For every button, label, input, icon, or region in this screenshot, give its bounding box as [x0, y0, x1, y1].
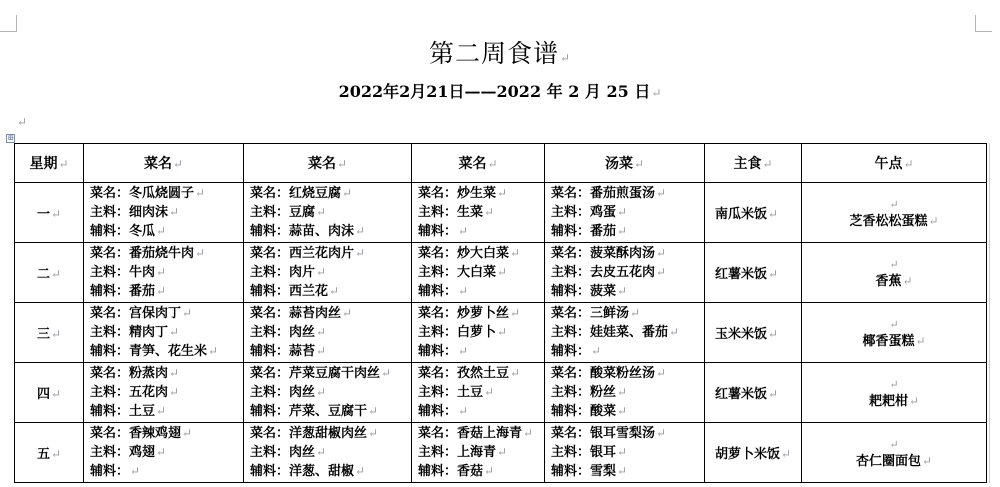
dish-name-line: 菜名：炒大白菜↵ [418, 246, 521, 261]
main-ingredient-line: 主料：土豆↵ [418, 385, 495, 400]
main-ingredient-line: 主料：银耳↵ [551, 445, 628, 460]
table-move-handle-icon[interactable]: ⊞ [7, 134, 14, 142]
staple-cell: 南瓜米饭↵ [705, 183, 802, 243]
dish-cell [84, 243, 244, 303]
weekday-cell: 一↵ [15, 183, 84, 243]
snack-cell: ↵ 耙耙柑↵ [802, 363, 987, 423]
dish-name-line: 菜名：酸菜粉丝汤↵ [551, 366, 667, 381]
paragraph-mark: ↵ [559, 51, 572, 65]
dish-name-line: 菜名：洋葱甜椒肉丝↵ [250, 426, 379, 441]
page-title [0, 34, 1000, 70]
dish-cell [244, 303, 412, 363]
side-ingredient-line: 辅料：洋葱、甜椒↵ [250, 464, 366, 479]
dish-name-line: 菜名：粉蒸肉↵ [90, 366, 180, 381]
soup-cell [545, 363, 705, 423]
dish-name-line: 菜名：蒜苔肉丝↵ [250, 306, 353, 321]
dish-name-line: 菜名：炒萝卜丝↵ [418, 306, 521, 321]
table-row [15, 363, 987, 423]
title-text: 第二周食谱 [428, 39, 559, 68]
header-snack: 午点↵ [802, 144, 987, 183]
main-ingredient-line: 主料：鸡蛋↵ [551, 205, 628, 220]
dish-name-line: 菜名：香辣鸡翅↵ [90, 426, 193, 441]
main-ingredient-line: 主料：上海青↵ [418, 445, 508, 460]
dish-name-line: 菜名：芹菜豆腐干肉丝↵ [250, 366, 392, 381]
side-ingredient-line: 辅料：↵ [90, 464, 141, 479]
paragraph-mark: ↵ [651, 86, 662, 100]
header-dish-1: 菜名↵ [84, 144, 244, 183]
dish-name-line: 菜名：冬瓜烧圆子↵ [90, 186, 206, 201]
page-corner-mark-right [975, 15, 992, 32]
header-dish-2: 菜名↵ [244, 144, 412, 183]
dish-name-line: 菜名：番茄煎蛋汤↵ [551, 186, 667, 201]
dish-cell [412, 183, 545, 243]
weekday-cell: 三↵ [15, 303, 84, 363]
main-ingredient-line: 主料：去皮五花肉↵ [551, 265, 667, 280]
side-ingredient-line: 辅料：↵ [418, 404, 469, 419]
dish-cell [84, 183, 244, 243]
side-ingredient-line: 辅料：蒜苔↵ [250, 344, 327, 359]
main-ingredient-line: 主料：豆腐↵ [250, 205, 327, 220]
side-ingredient-line: 辅料：↵ [551, 344, 602, 359]
staple-cell: 红薯米饭↵ [705, 363, 802, 423]
dish-name-line: 菜名：孜然土豆↵ [418, 366, 521, 381]
table-row [15, 423, 987, 483]
side-ingredient-line: 辅料：番茄↵ [551, 224, 628, 239]
dish-name-line: 菜名：红烧豆腐↵ [250, 186, 353, 201]
table-header-row [15, 144, 987, 183]
main-ingredient-line: 主料：粉丝↵ [551, 385, 628, 400]
dish-name-line: 菜名：西兰花肉片↵ [250, 246, 366, 261]
date-range-text: 2022年2月21日——2022 年 2 月 25 日 [338, 82, 651, 101]
table-row [15, 183, 987, 243]
side-ingredient-line: 辅料：土豆↵ [90, 404, 167, 419]
dish-cell [84, 363, 244, 423]
weekly-menu-table [14, 143, 987, 483]
dish-name-line: 菜名：炒生菜↵ [418, 186, 508, 201]
main-ingredient-line: 主料：牛肉↵ [90, 265, 167, 280]
dish-cell [412, 423, 545, 483]
dish-cell [84, 303, 244, 363]
empty-paragraph-mark: ↵ [17, 115, 28, 129]
dish-name-line: 菜名：宫保肉丁↵ [90, 306, 193, 321]
weekday-cell: 五↵ [15, 423, 84, 483]
header-dish-3: 菜名↵ [412, 144, 545, 183]
weekday-cell: 二↵ [15, 243, 84, 303]
snack-cell: ↵ 杏仁圈面包↵ [802, 423, 987, 483]
main-ingredient-line: 主料：五花肉↵ [90, 385, 180, 400]
weekday-cell: 四↵ [15, 363, 84, 423]
dish-cell [244, 243, 412, 303]
dish-cell [412, 303, 545, 363]
header-staple: 主食↵ [705, 144, 802, 183]
side-ingredient-line: 辅料：↵ [418, 224, 469, 239]
dish-cell [244, 363, 412, 423]
side-ingredient-line: 辅料：↵ [418, 284, 469, 299]
side-ingredient-line: 辅料：芹菜、豆腐干↵ [250, 404, 379, 419]
soup-cell [545, 303, 705, 363]
main-ingredient-line: 主料：肉丝↵ [250, 325, 327, 340]
snack-cell: ↵ 椰香蛋糕↵ [802, 303, 987, 363]
dish-name-line: 菜名：番茄烧牛肉↵ [90, 246, 206, 261]
dish-cell [412, 363, 545, 423]
staple-cell: 玉米米饭↵ [705, 303, 802, 363]
page-margin-line [989, 143, 990, 483]
page-corner-mark-left [0, 15, 17, 32]
dish-cell [244, 183, 412, 243]
main-ingredient-line: 主料：肉片↵ [250, 265, 327, 280]
main-ingredient-line: 主料：娃娃菜、番茄↵ [551, 325, 680, 340]
snack-cell: ↵ 芝香松松蛋糕↵ [802, 183, 987, 243]
table-row [15, 303, 987, 363]
date-range [0, 79, 1000, 102]
dish-cell [84, 423, 244, 483]
side-ingredient-line: 辅料：西兰花↵ [250, 284, 340, 299]
side-ingredient-line: 辅料：↵ [418, 344, 469, 359]
main-ingredient-line: 主料：大白菜↵ [418, 265, 508, 280]
staple-cell: 胡萝卜米饭↵ [705, 423, 802, 483]
side-ingredient-line: 辅料：酸菜↵ [551, 404, 628, 419]
soup-cell [545, 423, 705, 483]
dish-name-line: 菜名：菠菜酥肉汤↵ [551, 246, 667, 261]
header-soup: 汤菜↵ [545, 144, 705, 183]
table-row [15, 243, 987, 303]
side-ingredient-line: 辅料：雪梨↵ [551, 464, 628, 479]
main-ingredient-line: 主料：肉丝↵ [250, 445, 327, 460]
side-ingredient-line: 辅料：番茄↵ [90, 284, 167, 299]
side-ingredient-line: 辅料：蒜苗、肉沫↵ [250, 224, 366, 239]
main-ingredient-line: 主料：肉丝↵ [250, 385, 327, 400]
soup-cell [545, 183, 705, 243]
dish-cell [412, 243, 545, 303]
staple-cell: 红薯米饭↵ [705, 243, 802, 303]
main-ingredient-line: 主料：生菜↵ [418, 205, 495, 220]
side-ingredient-line: 辅料：青笋、花生米↵ [90, 344, 219, 359]
main-ingredient-line: 主料：白萝卜↵ [418, 325, 508, 340]
snack-cell: ↵ 香蕉↵ [802, 243, 987, 303]
side-ingredient-line: 辅料：香菇↵ [418, 464, 495, 479]
dish-name-line: 菜名：香菇上海青↵ [418, 426, 534, 441]
main-ingredient-line: 主料：细肉沫↵ [90, 205, 180, 220]
soup-cell [545, 243, 705, 303]
header-weekday: 星期↵ [15, 144, 84, 183]
main-ingredient-line: 主料：精肉丁↵ [90, 325, 180, 340]
dish-name-line: 菜名：三鲜汤↵ [551, 306, 641, 321]
side-ingredient-line: 辅料：冬瓜↵ [90, 224, 167, 239]
main-ingredient-line: 主料：鸡翅↵ [90, 445, 167, 460]
dish-cell [244, 423, 412, 483]
dish-name-line: 菜名：银耳雪梨汤↵ [551, 426, 667, 441]
side-ingredient-line: 辅料：菠菜↵ [551, 284, 628, 299]
